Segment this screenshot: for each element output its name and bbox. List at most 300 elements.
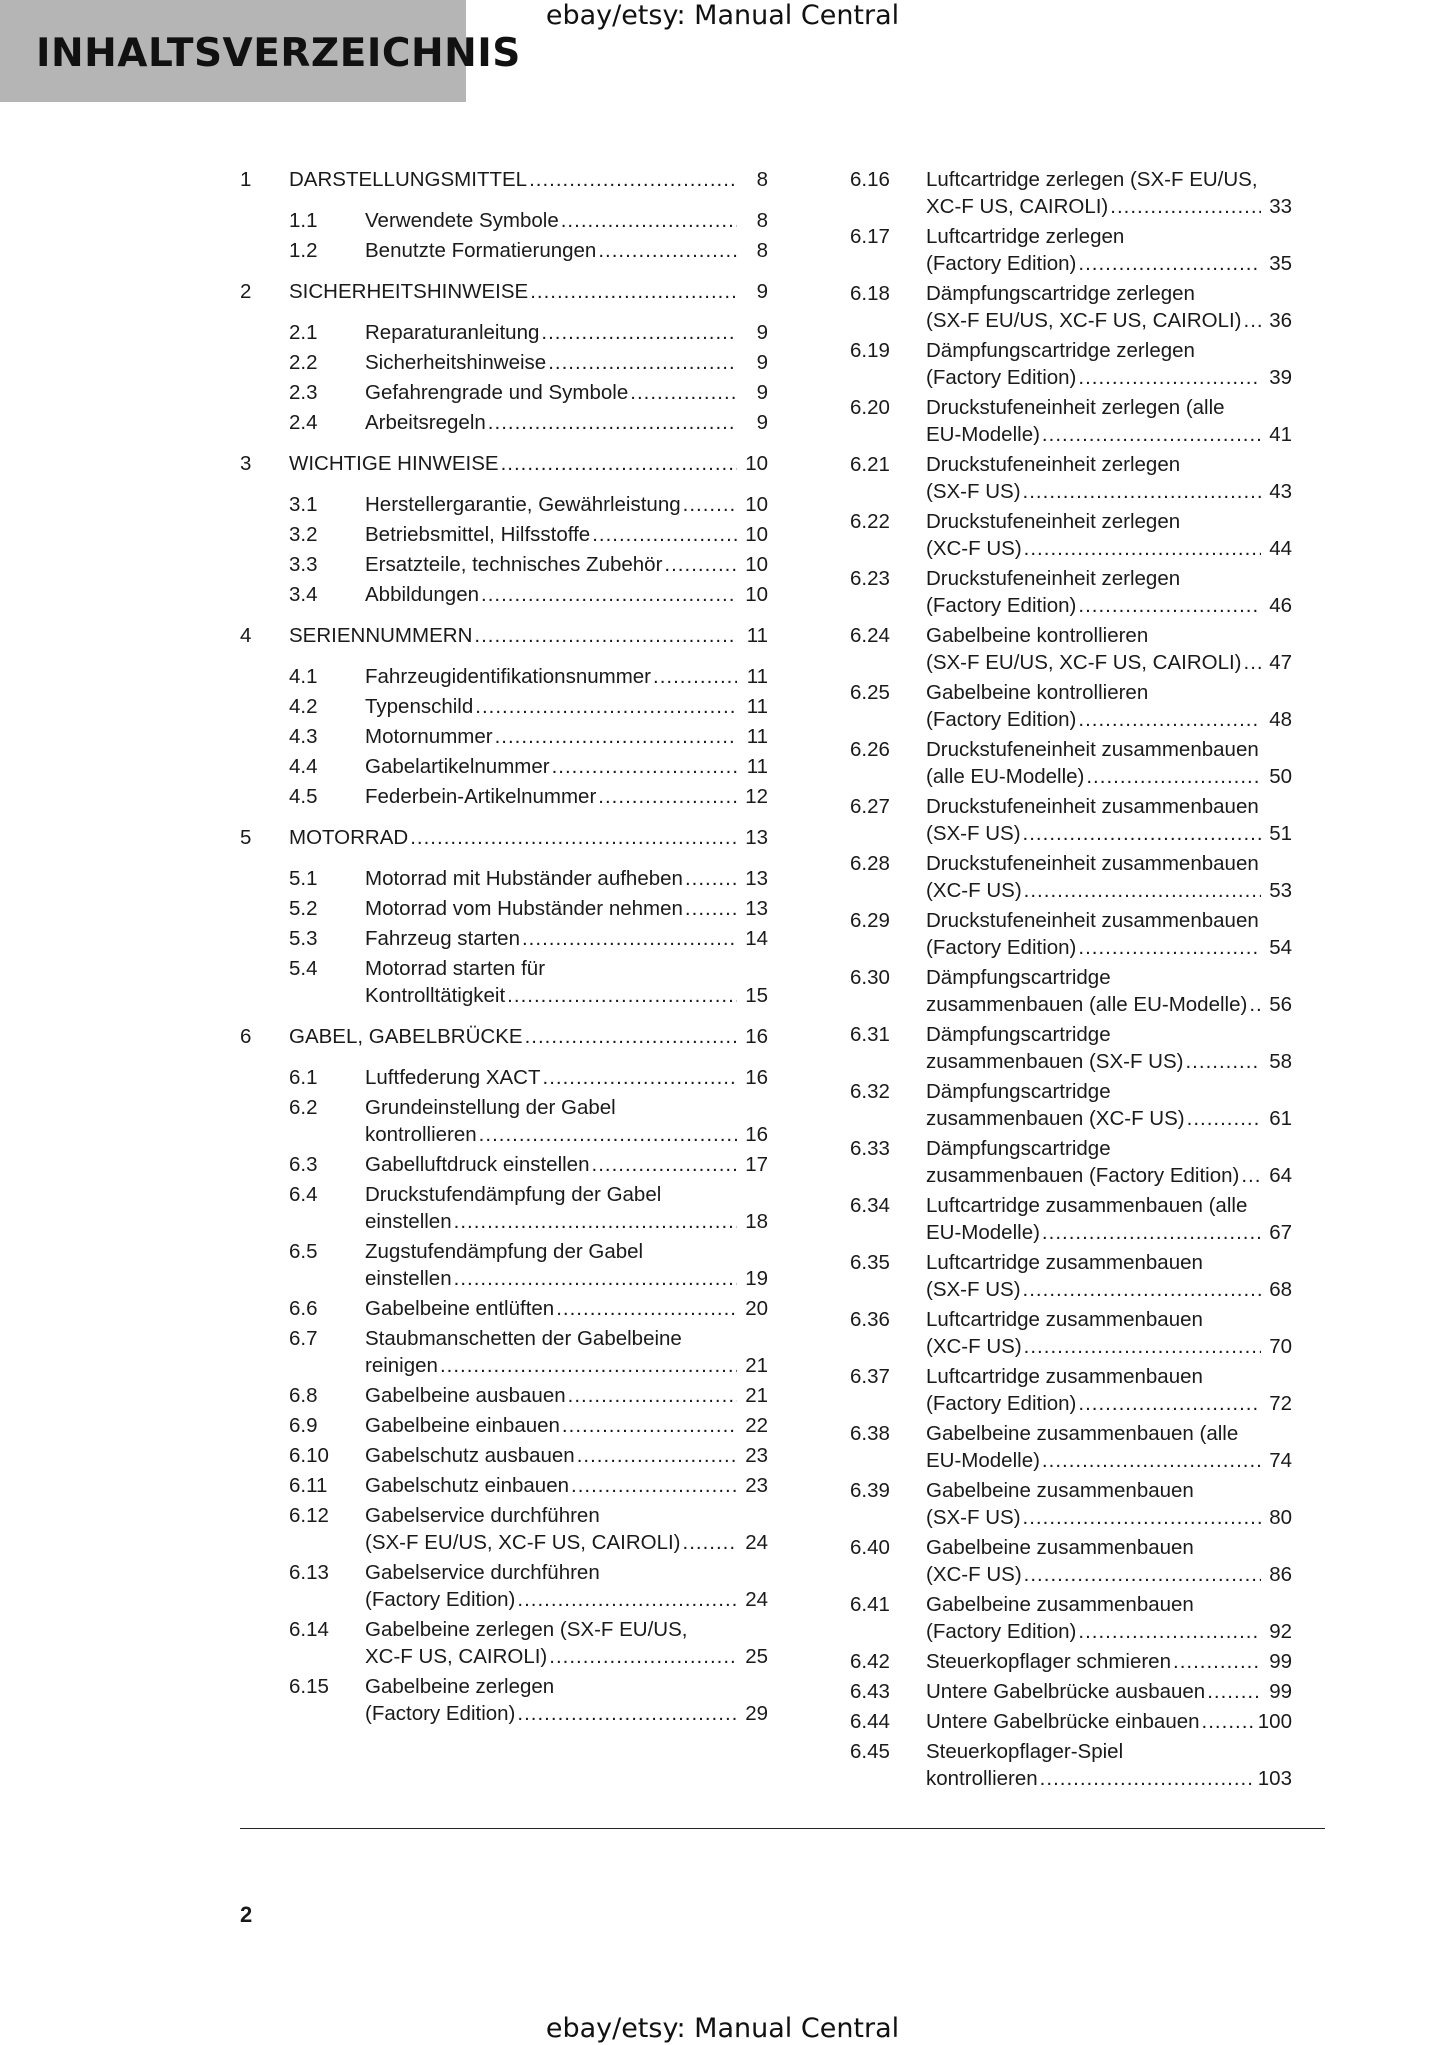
toc-entry-page: 53 — [1269, 879, 1292, 902]
toc-entry-number: 6.28 — [850, 852, 890, 875]
toc-entry-number: 6.23 — [850, 567, 890, 590]
toc-entry-title: EU-Modelle) — [926, 423, 1040, 446]
toc-entry-title: Luftcartridge zerlegen — [926, 225, 1125, 248]
toc-entry-title: Steuerkopflager schmieren — [926, 1650, 1171, 1673]
toc-entry-number: 6.7 — [289, 1327, 318, 1350]
toc-entry-title: zusammenbauen (XC-F US) — [926, 1107, 1185, 1130]
dot-leader — [522, 925, 737, 952]
dot-leader — [1244, 307, 1262, 334]
toc-entry-number: 6.34 — [850, 1194, 890, 1217]
toc-entry-title: Gabelservice durchführen — [365, 1504, 600, 1527]
dot-leader — [664, 551, 737, 578]
toc-entry-number: 6.24 — [850, 624, 890, 647]
dot-leader — [630, 379, 737, 406]
toc-entry-title: Typenschild — [365, 695, 474, 718]
watermark-top: ebay/etsy: Manual Central — [545, 0, 900, 31]
toc-entry[interactable] — [850, 622, 1292, 676]
dot-leader — [1110, 193, 1261, 220]
toc-entry-title: Gabelbeine entlüften — [365, 1297, 555, 1320]
toc-entry-title: Druckstufendämpfung der Gabel — [365, 1183, 662, 1206]
toc-entry-number: 6.40 — [850, 1536, 890, 1559]
toc-entry-page: 11 — [746, 695, 768, 718]
toc-entry-number: 6.27 — [850, 795, 890, 818]
dot-leader — [548, 349, 737, 376]
dot-leader — [549, 1643, 737, 1670]
toc-entry[interactable] — [240, 349, 768, 376]
toc-entry-title: Druckstufeneinheit zerlegen (alle — [926, 396, 1225, 419]
toc-entry-title: Luftcartridge zusammenbauen — [926, 1365, 1203, 1388]
dot-leader — [1024, 1333, 1261, 1360]
toc-entry-page: 41 — [1269, 423, 1292, 446]
dot-leader — [571, 1472, 737, 1499]
toc-entry[interactable] — [240, 1023, 768, 1050]
toc-entry-title: Gabelluftdruck einstellen — [365, 1153, 590, 1176]
dot-leader — [683, 1529, 738, 1556]
toc-entry-page: 74 — [1269, 1449, 1292, 1472]
toc-entry-title: Druckstufeneinheit zerlegen — [926, 510, 1181, 533]
toc-entry[interactable] — [240, 1181, 768, 1235]
toc-entry-page: 64 — [1269, 1164, 1292, 1187]
toc-entry-number: 6.33 — [850, 1137, 890, 1160]
page-title: INHALTSVERZEICHNIS — [36, 31, 521, 76]
dot-leader — [685, 865, 737, 892]
toc-entry[interactable] — [240, 551, 768, 578]
toc-entry[interactable] — [850, 1363, 1292, 1417]
toc-entry-number: 6.1 — [289, 1066, 318, 1089]
toc-entry-title: Luftfederung XACT — [365, 1066, 541, 1089]
dot-leader — [1078, 1618, 1261, 1645]
toc-entry-title: Luftcartridge zusammenbauen — [926, 1308, 1203, 1331]
toc-entry-title: Untere Gabelbrücke ausbauen — [926, 1680, 1206, 1703]
toc-entry-number: 6.42 — [850, 1650, 890, 1673]
toc-entry-title: Staubmanschetten der Gabelbeine — [365, 1327, 682, 1350]
toc-entry[interactable] — [850, 394, 1292, 448]
toc-entry-title: Motorrad mit Hubständer aufheben — [365, 867, 683, 890]
toc-entry-page: 18 — [745, 1210, 768, 1233]
toc-entry[interactable] — [850, 223, 1292, 277]
toc-entry-title: (Factory Edition) — [365, 1588, 516, 1611]
toc-entry-page: 20 — [745, 1297, 768, 1320]
toc-entry-page: 54 — [1269, 936, 1292, 959]
toc-entry[interactable] — [850, 1534, 1292, 1588]
toc-entry-number: 3.3 — [289, 553, 318, 576]
toc-entry-title: Druckstufeneinheit zerlegen — [926, 567, 1181, 590]
toc-entry-number: 4.1 — [289, 665, 318, 688]
toc-entry-page: 46 — [1269, 594, 1292, 617]
dot-leader — [1078, 706, 1261, 733]
toc-entry[interactable] — [240, 319, 768, 346]
toc-entry-title: Dämpfungscartridge — [926, 1137, 1111, 1160]
toc-entry-title: Dämpfungscartridge — [926, 1023, 1111, 1046]
toc-entry[interactable] — [850, 280, 1292, 334]
toc-entry-page: 9 — [756, 321, 768, 344]
dot-leader — [561, 207, 737, 234]
toc-entry-number: 6.9 — [289, 1414, 318, 1437]
toc-entry-title: kontrollieren — [365, 1123, 477, 1146]
toc-entry-title: Abbildungen — [365, 583, 479, 606]
toc-entry-number: 6.30 — [850, 966, 890, 989]
toc-entry-title: kontrollieren — [926, 1767, 1038, 1790]
toc-entry-page: 10 — [745, 583, 768, 606]
dot-leader — [541, 319, 737, 346]
toc-entry-number: 4.4 — [289, 755, 318, 778]
toc-entry-page: 10 — [745, 452, 768, 475]
toc-entry-title: WICHTIGE HINWEISE — [289, 452, 499, 475]
toc-entry-number: 2.4 — [289, 411, 318, 434]
toc-entry-title: Druckstufeneinheit zusammenbauen — [926, 909, 1259, 932]
toc-entry-page: 15 — [745, 984, 768, 1007]
toc-entry-title: (Factory Edition) — [926, 936, 1077, 959]
toc-entry-title: Luftcartridge zerlegen (SX-F EU/US, — [926, 168, 1258, 191]
toc-entry[interactable] — [850, 907, 1292, 961]
toc-entry[interactable] — [850, 508, 1292, 562]
toc-entry-number: 5 — [240, 826, 252, 849]
toc-entry[interactable] — [850, 451, 1292, 505]
toc-entry-page: 44 — [1269, 537, 1292, 560]
toc-entry-title: Zugstufendämpfung der Gabel — [365, 1240, 644, 1263]
toc-entry-page: 10 — [745, 493, 768, 516]
toc-entry-number: 3.1 — [289, 493, 318, 516]
toc-entry-title: Gabelschutz einbauen — [365, 1474, 570, 1497]
toc-entry-number: 2.2 — [289, 351, 318, 374]
toc-entry-page: 9 — [756, 351, 768, 374]
dot-leader — [1086, 763, 1261, 790]
toc-entry-number: 6 — [240, 1025, 252, 1048]
toc-entry-title: (SX-F US) — [926, 1506, 1021, 1529]
dot-leader — [562, 1412, 737, 1439]
dot-leader — [1023, 1504, 1261, 1531]
toc-entry-page: 9 — [756, 280, 768, 303]
toc-entry-title: Gabelschutz ausbauen — [365, 1444, 575, 1467]
toc-entry[interactable] — [240, 622, 768, 649]
toc-entry-number: 6.4 — [289, 1183, 318, 1206]
toc-entry-number: 4.5 — [289, 785, 318, 808]
dot-leader — [454, 1208, 737, 1235]
toc-entry-title: Benutzte Formatierungen — [365, 239, 597, 262]
toc-entry[interactable] — [240, 663, 768, 690]
toc-entry[interactable] — [240, 491, 768, 518]
toc-entry-page: 21 — [745, 1354, 768, 1377]
toc-entry-page: 68 — [1269, 1278, 1292, 1301]
toc-entry[interactable] — [240, 693, 768, 720]
toc-entry-title: (Factory Edition) — [926, 708, 1077, 731]
toc-entry-page: 24 — [745, 1531, 768, 1554]
footer-rule — [240, 1828, 1325, 1829]
toc-entry-title: (Factory Edition) — [926, 366, 1077, 389]
toc-entry-title: Betriebsmittel, Hilfsstoffe — [365, 523, 591, 546]
toc-entry-number: 6.26 — [850, 738, 890, 761]
toc-entry[interactable] — [850, 1591, 1292, 1645]
dot-leader — [592, 1151, 738, 1178]
watermark-bottom: ebay/etsy: Manual Central — [545, 2013, 900, 2044]
toc-entry-title: Sicherheitshinweise — [365, 351, 547, 374]
toc-entry[interactable] — [850, 1678, 1292, 1705]
toc-entry[interactable] — [850, 736, 1292, 790]
toc-entry-number: 4 — [240, 624, 252, 647]
toc-entry-page: 13 — [745, 826, 768, 849]
toc-entry-title: reinigen — [365, 1354, 438, 1377]
toc-entry-title: Fahrzeug starten — [365, 927, 520, 950]
toc-entry-number: 6.6 — [289, 1297, 318, 1320]
toc-entry-title: Steuerkopflager-Spiel — [926, 1740, 1124, 1763]
dot-leader — [517, 1700, 737, 1727]
toc-entry-number: 6.41 — [850, 1593, 890, 1616]
toc-entry[interactable] — [240, 237, 768, 264]
dot-leader — [1023, 820, 1261, 847]
toc-entry-title: Druckstufeneinheit zusammenbauen — [926, 738, 1259, 761]
toc-entry-page: 35 — [1269, 252, 1292, 275]
dot-leader — [1078, 250, 1261, 277]
toc-entry-number: 2.3 — [289, 381, 318, 404]
dot-leader — [683, 491, 737, 518]
toc-entry[interactable] — [850, 1249, 1292, 1303]
toc-entry[interactable] — [240, 1472, 768, 1499]
toc-entry-title: Motorrad starten für — [365, 957, 546, 980]
toc-entry-page: 16 — [745, 1025, 768, 1048]
toc-entry-number: 6.22 — [850, 510, 890, 533]
toc-entry[interactable] — [240, 895, 768, 922]
dot-leader — [1024, 535, 1261, 562]
toc-entry[interactable] — [240, 1094, 768, 1148]
toc-entry-number: 6.39 — [850, 1479, 890, 1502]
toc-entry-page: 13 — [745, 897, 768, 920]
toc-entry[interactable] — [240, 1295, 768, 1322]
toc-entry-title: Gabelbeine zerlegen (SX-F EU/US, — [365, 1618, 688, 1641]
toc-column-right — [850, 166, 1292, 1792]
toc-entry-title: (SX-F EU/US, XC-F US, CAIROLI) — [926, 309, 1242, 332]
toc-entry[interactable] — [240, 207, 768, 234]
dot-leader — [530, 278, 737, 305]
dot-leader — [1078, 934, 1261, 961]
toc-entry[interactable] — [850, 793, 1292, 847]
toc-entry[interactable] — [240, 824, 768, 851]
dot-leader — [454, 1265, 737, 1292]
toc-entry-page: 56 — [1269, 993, 1292, 1016]
toc-entry[interactable] — [240, 1238, 768, 1292]
dot-leader — [1249, 991, 1261, 1018]
toc-entry-title: EU-Modelle) — [926, 1221, 1040, 1244]
toc-entry-page: 70 — [1269, 1335, 1292, 1358]
toc-entry-title: Grundeinstellung der Gabel — [365, 1096, 616, 1119]
toc-entry[interactable] — [240, 278, 768, 305]
toc-entry[interactable] — [850, 1477, 1292, 1531]
toc-entry[interactable] — [240, 1616, 768, 1670]
toc-entry-title: Gabelbeine zusammenbauen — [926, 1479, 1194, 1502]
toc-entry[interactable] — [240, 753, 768, 780]
toc-entry-title: GABEL, GABELBRÜCKE — [289, 1025, 523, 1048]
toc-entry-number: 6.32 — [850, 1080, 890, 1103]
dot-leader — [592, 521, 737, 548]
toc-entry-page: 11 — [746, 755, 768, 778]
toc-entry-title: Motornummer — [365, 725, 493, 748]
toc-entry-number: 6.5 — [289, 1240, 318, 1263]
toc-entry[interactable] — [850, 1708, 1292, 1735]
toc-entry-number: 6.3 — [289, 1153, 318, 1176]
toc-entry-title: Luftcartridge zusammenbauen (alle — [926, 1194, 1248, 1217]
dot-leader — [410, 824, 737, 851]
toc-entry[interactable] — [240, 450, 768, 477]
toc-entry-title: (Factory Edition) — [365, 1702, 516, 1725]
toc-entry-title: XC-F US, CAIROLI) — [365, 1645, 548, 1668]
toc-entry-page: 99 — [1269, 1680, 1292, 1703]
toc-entry[interactable] — [240, 925, 768, 952]
toc-entry-title: Gabelbeine zusammenbauen — [926, 1593, 1194, 1616]
toc-entry-title: (SX-F US) — [926, 480, 1021, 503]
toc-entry-number: 6.17 — [850, 225, 890, 248]
toc-entry-title: Gefahrengrade und Symbole — [365, 381, 629, 404]
toc-entry[interactable] — [240, 1382, 768, 1409]
toc-entry-number: 6.16 — [850, 168, 890, 191]
page-number: 2 — [240, 1902, 253, 1927]
toc-entry[interactable] — [240, 1502, 768, 1556]
toc-entry-page: 43 — [1269, 480, 1292, 503]
toc-entry-page: 9 — [756, 381, 768, 404]
toc-entry-title: (Factory Edition) — [926, 1392, 1077, 1415]
toc-entry-page: 10 — [745, 553, 768, 576]
toc-entry-page: 47 — [1269, 651, 1292, 674]
toc-entry[interactable] — [850, 1648, 1292, 1675]
toc-entry[interactable] — [240, 521, 768, 548]
toc-entry-page: 9 — [756, 411, 768, 434]
toc-entry-number: 3.4 — [289, 583, 318, 606]
toc-entry-title: (SX-F EU/US, XC-F US, CAIROLI) — [926, 651, 1242, 674]
toc-entry-title: (Factory Edition) — [926, 252, 1077, 275]
toc-entry[interactable] — [240, 783, 768, 810]
toc-entry[interactable] — [240, 379, 768, 406]
toc-entry-title: Gabelbeine kontrollieren — [926, 624, 1149, 647]
toc-entry[interactable] — [850, 850, 1292, 904]
toc-entry[interactable] — [240, 1559, 768, 1613]
toc-entry-title: Gabelbeine kontrollieren — [926, 681, 1149, 704]
toc-entry[interactable] — [240, 865, 768, 892]
toc-entry[interactable] — [240, 1442, 768, 1469]
dot-leader — [1024, 877, 1261, 904]
dot-leader — [495, 723, 737, 750]
toc-entry-title: Druckstufeneinheit zusammenbauen — [926, 795, 1259, 818]
toc-entry[interactable] — [240, 1325, 768, 1379]
dot-leader — [685, 895, 737, 922]
toc-entry[interactable] — [240, 723, 768, 750]
toc-entry-title: EU-Modelle) — [926, 1449, 1040, 1472]
dot-leader — [1042, 1219, 1261, 1246]
toc-entry-title: (Factory Edition) — [926, 1620, 1077, 1643]
toc-entry-title: zusammenbauen (Factory Edition) — [926, 1164, 1240, 1187]
dot-leader — [568, 1382, 737, 1409]
toc-entry-page: 21 — [745, 1384, 768, 1407]
toc-entry[interactable] — [240, 1673, 768, 1727]
toc-entry-number: 6.37 — [850, 1365, 890, 1388]
toc-entry[interactable] — [240, 409, 768, 436]
dot-leader — [474, 622, 737, 649]
toc-entry[interactable] — [850, 964, 1292, 1018]
toc-entry-number: 2.1 — [289, 321, 318, 344]
dot-leader — [481, 581, 737, 608]
toc-entry-page: 17 — [745, 1153, 768, 1176]
toc-entry-page: 58 — [1269, 1050, 1292, 1073]
toc-entry-page: 39 — [1269, 366, 1292, 389]
dot-leader — [653, 663, 737, 690]
toc-entry-number: 1 — [240, 168, 252, 191]
toc-entry-title: zusammenbauen (alle EU-Modelle) — [926, 993, 1248, 1016]
toc-entry-number: 6.13 — [289, 1561, 329, 1584]
toc-entry-number: 6.14 — [289, 1618, 329, 1641]
toc-entry-page: 67 — [1269, 1221, 1292, 1244]
toc-entry[interactable] — [240, 955, 768, 1009]
toc-entry[interactable] — [850, 337, 1292, 391]
toc-entry-number: 5.1 — [289, 867, 318, 890]
toc-entry-page: 8 — [756, 239, 768, 262]
dot-leader — [577, 1442, 737, 1469]
toc-entry-page: 8 — [756, 209, 768, 232]
toc-entry-title: Kontrolltätigkeit — [365, 984, 506, 1007]
toc-entry-page: 11 — [746, 725, 768, 748]
toc-entry-page: 36 — [1269, 309, 1292, 332]
toc-entry-page: 99 — [1269, 1650, 1292, 1673]
toc-entry[interactable] — [850, 1021, 1292, 1075]
toc-entry-page: 103 — [1257, 1767, 1292, 1790]
toc-entry[interactable] — [240, 166, 768, 193]
toc-entry[interactable] — [850, 1420, 1292, 1474]
dot-leader — [543, 1064, 738, 1091]
toc-entry-title: Gabelbeine zusammenbauen — [926, 1536, 1194, 1559]
toc-entry[interactable] — [850, 1078, 1292, 1132]
toc-entry-title: Luftcartridge zusammenbauen — [926, 1251, 1203, 1274]
toc-entry-number: 5.3 — [289, 927, 318, 950]
toc-entry[interactable] — [850, 679, 1292, 733]
toc-entry[interactable] — [850, 166, 1292, 220]
toc-entry-title: Federbein-Artikelnummer — [365, 785, 597, 808]
toc-entry-number: 6.35 — [850, 1251, 890, 1274]
toc-entry-page: 11 — [746, 665, 768, 688]
toc-column-left — [240, 166, 768, 1727]
toc-entry-number: 3.2 — [289, 523, 318, 546]
dot-leader — [1078, 1390, 1261, 1417]
toc-entry[interactable] — [850, 565, 1292, 619]
dot-leader — [525, 1023, 737, 1050]
toc-entry[interactable] — [850, 1306, 1292, 1360]
toc-entry-title: (alle EU-Modelle) — [926, 765, 1085, 788]
dot-leader — [440, 1352, 737, 1379]
dot-leader — [1078, 592, 1261, 619]
toc-entry-number: 2 — [240, 280, 252, 303]
toc-entry-page: 61 — [1269, 1107, 1292, 1130]
toc-entry-page: 48 — [1269, 708, 1292, 731]
toc-entry[interactable] — [240, 1151, 768, 1178]
toc-entry[interactable] — [850, 1192, 1292, 1246]
toc-entry-title: (SX-F US) — [926, 822, 1021, 845]
toc-entry[interactable] — [240, 1064, 768, 1091]
dot-leader — [1241, 1162, 1261, 1189]
toc-entry-title: Reparaturanleitung — [365, 321, 540, 344]
toc-entry-page: 11 — [746, 624, 768, 647]
toc-entry-title: Ersatzteile, technisches Zubehör — [365, 553, 663, 576]
toc-entry-title: Fahrzeugidentifikationsnummer — [365, 665, 651, 688]
toc-entry-title: (XC-F US) — [926, 1563, 1022, 1586]
toc-entry[interactable] — [240, 581, 768, 608]
toc-entry-title: (SX-F EU/US, XC-F US, CAIROLI) — [365, 1531, 681, 1554]
dot-leader — [507, 982, 737, 1009]
dot-leader — [517, 1586, 737, 1613]
dot-leader — [598, 237, 737, 264]
toc-entry[interactable] — [850, 1738, 1292, 1792]
toc-entry-number: 5.4 — [289, 957, 318, 980]
dot-leader — [1042, 421, 1261, 448]
toc-entry-title: Arbeitsregeln — [365, 411, 486, 434]
dot-leader — [1042, 1447, 1261, 1474]
toc-entry[interactable] — [240, 1412, 768, 1439]
dot-leader — [1078, 364, 1261, 391]
toc-entry[interactable] — [850, 1135, 1292, 1189]
